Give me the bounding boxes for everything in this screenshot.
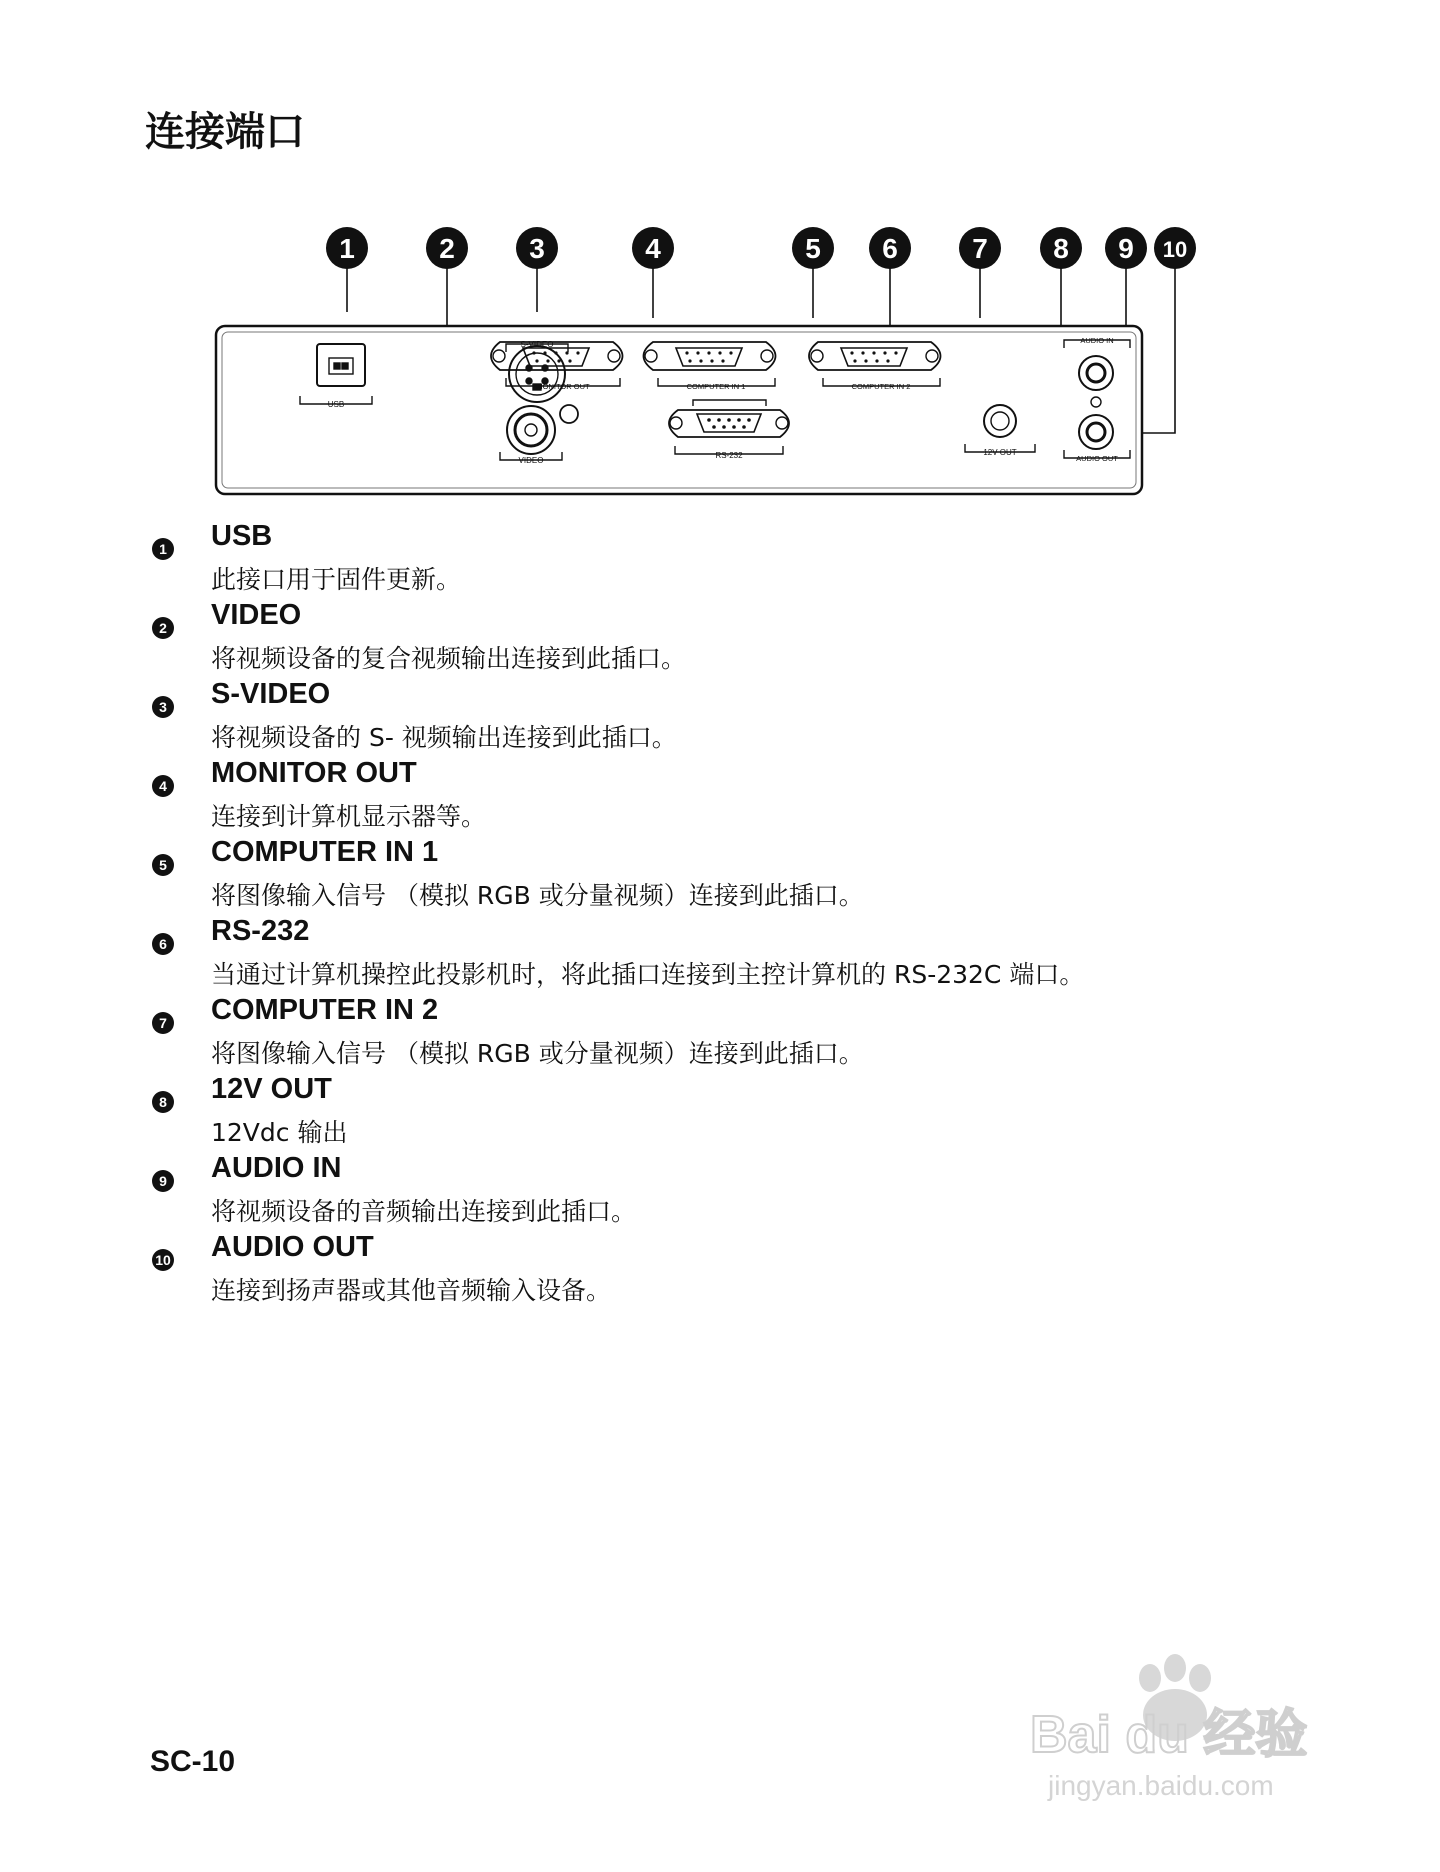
list-item-audio-out xyxy=(152,1231,1252,1310)
callout-10-icon xyxy=(1154,227,1196,269)
rear-panel-diagram xyxy=(200,220,1200,520)
callout-3-number: 3 xyxy=(529,233,545,264)
item-number-badge: 10 xyxy=(152,1249,174,1271)
callout-1-icon xyxy=(326,227,368,269)
item-number-badge: 2 xyxy=(152,617,174,639)
12v-out-label: 12V OUT xyxy=(983,448,1017,457)
usb-label: USB xyxy=(327,400,345,409)
audio-out-label: AUDIO OUT xyxy=(1076,454,1118,463)
item-description: 当通过计算机操控此投影机时，将此插口连接到主控计算机的 RS-232C 端口。 xyxy=(211,960,1085,989)
item-description: 此接口用于固件更新。 xyxy=(211,565,462,594)
item-title: USB xyxy=(211,520,273,552)
callout-7-icon xyxy=(959,227,1001,269)
item-title: AUDIO OUT xyxy=(211,1231,374,1263)
item-title: RS-232 xyxy=(211,915,310,947)
monitor-out-label: MONITOR OUT xyxy=(536,382,590,391)
callout-6-number: 6 xyxy=(882,233,898,264)
callout-10-number: 10 xyxy=(1162,237,1188,262)
item-title: COMPUTER IN 2 xyxy=(211,994,439,1026)
callout-4-number: 4 xyxy=(645,233,661,264)
item-title: VIDEO xyxy=(211,599,302,631)
item-number-badge: 6 xyxy=(152,933,174,955)
list-item-computer-in-2 xyxy=(152,994,1252,1073)
item-title: COMPUTER IN 1 xyxy=(211,836,439,868)
computer-in-1-label: COMPUTER IN 1 xyxy=(686,382,746,391)
s-video-label: S-VIDEO xyxy=(520,340,554,349)
computer-in-2-label: COMPUTER IN 2 xyxy=(851,382,911,391)
item-number-badge: 3 xyxy=(152,696,174,718)
item-description: 将图像输入信号 （模拟 RGB 或分量视频）连接到此插口。 xyxy=(211,881,864,910)
callout-3-icon xyxy=(516,227,558,269)
item-title: AUDIO IN xyxy=(211,1152,342,1184)
item-description: 将视频设备的音频输出连接到此插口。 xyxy=(211,1197,637,1226)
callout-2-number: 2 xyxy=(439,233,455,264)
item-description: 12Vdc 输出 xyxy=(211,1118,348,1147)
item-title: MONITOR OUT xyxy=(211,757,417,789)
callout-4-icon xyxy=(632,227,674,269)
watermark-url: jingyan.baidu.com xyxy=(1048,1770,1274,1801)
item-title: S-VIDEO xyxy=(211,678,331,710)
rs232-label: RS-232 xyxy=(715,451,743,460)
item-number-badge: 5 xyxy=(152,854,174,876)
callout-9-number: 9 xyxy=(1118,233,1134,264)
watermark-brand: Bai du 经验 xyxy=(1030,1706,1308,1764)
baidu-watermark xyxy=(1010,1630,1350,1810)
item-number-badge: 1 xyxy=(152,538,174,560)
item-description: 连接到计算机显示器等。 xyxy=(211,802,487,831)
item-title: 12V OUT xyxy=(211,1073,332,1105)
callout-9-icon xyxy=(1105,227,1147,269)
callout-7-number: 7 xyxy=(972,233,988,264)
item-number-badge: 9 xyxy=(152,1170,174,1192)
page-number: SC-10 xyxy=(150,1745,236,1778)
list-item-audio-in xyxy=(152,1152,1252,1231)
item-description: 将视频设备的 S- 视频输出连接到此插口。 xyxy=(211,723,677,752)
callout-2-icon xyxy=(426,227,468,269)
callout-5-icon xyxy=(792,227,834,269)
list-item-rs232 xyxy=(152,915,1252,994)
callout-6-icon xyxy=(869,227,911,269)
page-title: 连接端口 xyxy=(145,110,305,154)
callout-8-number: 8 xyxy=(1053,233,1069,264)
item-description: 将图像输入信号 （模拟 RGB 或分量视频）连接到此插口。 xyxy=(211,1039,864,1068)
callout-1-number: 1 xyxy=(339,233,355,264)
item-number-badge: 7 xyxy=(152,1012,174,1034)
list-item-12v-out xyxy=(152,1073,1252,1152)
item-number-badge: 8 xyxy=(152,1091,174,1113)
audio-in-label: AUDIO IN xyxy=(1080,336,1114,345)
callout-8-icon xyxy=(1040,227,1082,269)
video-label: VIDEO xyxy=(518,456,544,465)
item-description: 连接到扬声器或其他音频输入设备。 xyxy=(211,1276,612,1305)
list-item-s-video xyxy=(152,678,1252,757)
item-description: 将视频设备的复合视频输出连接到此插口。 xyxy=(211,644,687,673)
list-item-usb xyxy=(152,520,1252,599)
callout-5-number: 5 xyxy=(805,233,821,264)
port-description-list xyxy=(152,520,1252,1310)
item-number-badge: 4 xyxy=(152,775,174,797)
list-item-video xyxy=(152,599,1252,678)
list-item-computer-in-1 xyxy=(152,836,1252,915)
list-item-monitor-out xyxy=(152,757,1252,836)
